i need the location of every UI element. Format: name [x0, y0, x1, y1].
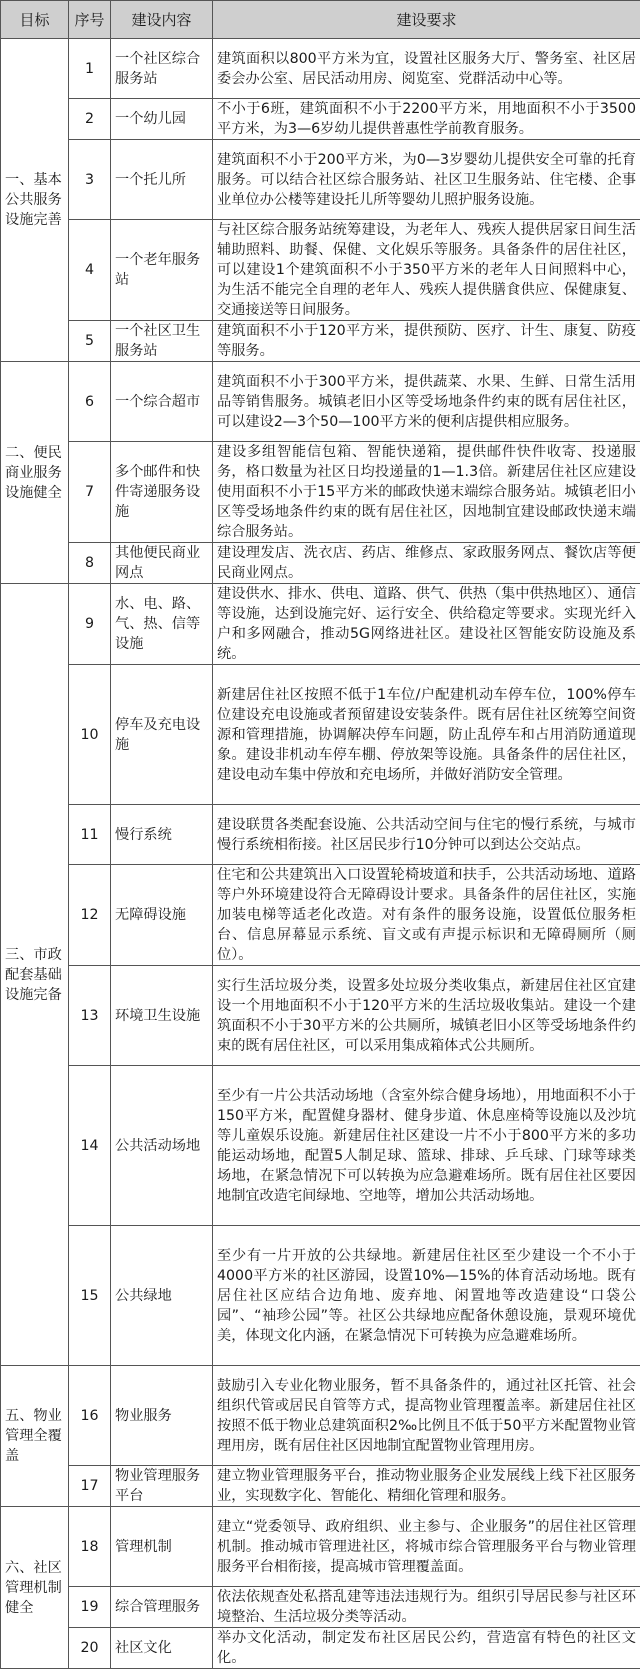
number-cell: 5 — [69, 321, 111, 362]
table-row — [1, 805, 640, 865]
number-cell: 2 — [69, 99, 111, 140]
number-cell: 8 — [69, 543, 111, 584]
requirement-cell: 建筑面积不小于120平方米，提供预防、医疗、计生、康复、防疫等服务。 — [213, 321, 640, 362]
requirement-cell: 建筑面积不小于200平方米，为0—3岁婴幼儿提供安全可靠的托育服务。可以结合社区综合服务站、社区卫生服务站、住宅楼、企事业单位办公楼等建设托儿所等婴幼儿照护服务设施。 — [213, 140, 640, 220]
content-cell: 慢行系统 — [111, 805, 213, 865]
table-row — [1, 966, 640, 1066]
requirement-cell: 与社区综合服务站统筹建设，为老年人、残疾人提供居家日间生活辅助照料、助餐、保健、文化娱乐等服务。具备条件的居住社区，可以建设1个建筑面积不小于350平方米的老年人日间照料中心，为生活不能完全自理的老年人、残疾人提供膳食供应、保健康复、交通接送等日间服务。 — [213, 220, 640, 321]
content-cell: 物业服务 — [111, 1366, 213, 1466]
number-cell: 17 — [69, 1466, 111, 1507]
number-cell: 3 — [69, 140, 111, 220]
content-cell: 社区文化 — [111, 1628, 213, 1669]
requirement-cell: 至少有一片开放的公共绿地。新建居住社区至少建设一个不小于4000平方米的社区游园，设置10%—15%的体育活动场地。既有居住社区应结合边角地、废弃地、闲置地等改造建设“口袋公园”、“袖珍公园”等。社区公共绿地应配备休憩设施，景观环境优美，体现文化内涵，在紧急情况下可转换为应急避难场所。 — [213, 1226, 640, 1366]
table-row — [1, 584, 640, 665]
number-cell: 14 — [69, 1066, 111, 1226]
requirement-cell: 实行生活垃圾分类，设置多处垃圾分类收集点，新建居住社区宜建设一个用地面积不小于120平方米的生活垃圾收集站。建设一个建筑面积不小于30平方米的公共厕所，城镇老旧小区等受场地条件约束的既有居住社区，可以采用集成箱体式公共厕所。 — [213, 966, 640, 1066]
number-cell: 11 — [69, 805, 111, 865]
requirement-cell: 依法依规查处私搭乱建等违法违规行为。组织引导居民参与社区环境整治、生活垃圾分类等活动。 — [213, 1587, 640, 1628]
content-cell: 环境卫生设施 — [111, 966, 213, 1066]
number-cell: 13 — [69, 966, 111, 1066]
header-number: 序号 — [69, 1, 111, 39]
requirement-cell: 新建居住社区按照不低于1车位/户配建机动车停车位，100%停车位建设充电设施或者预留建设安装条件。既有居住社区统筹空间资源和管理措施，协调解决停车问题，防止乱停车和占用消防通道现象。建设非机动车停车棚、停放架等设施。具备条件的居住社区，建设电动车集中停放和充电场所，并做好消防安全管理。 — [213, 665, 640, 805]
table-header-row — [1, 1, 640, 39]
content-cell: 水、电、路、气、热、信等设施 — [111, 584, 213, 665]
table-row — [1, 1466, 640, 1507]
content-cell: 一个老年服务站 — [111, 220, 213, 321]
table-body — [1, 39, 640, 1669]
number-cell: 12 — [69, 865, 111, 966]
content-cell: 一个幼儿园 — [111, 99, 213, 140]
requirement-cell: 至少有一片公共活动场地（含室外综合健身场地），用地面积不小于150平方米，配置健身器材、健身步道、休息座椅等设施以及沙坑等儿童娱乐设施。新建居住社区建设一片不小于800平方米的多功能运动场地，配置5人制足球、篮球、排球、乒乓球、门球等球类场地，在紧急情况下可以转换为应急避难场所。既有居住社区要因地制宜改造宅间绿地、空地等，增加公共活动场地。 — [213, 1066, 640, 1226]
header-content: 建设内容 — [111, 1, 213, 39]
requirement-cell: 住宅和公共建筑出入口设置轮椅坡道和扶手，公共活动场地、道路等户外环境建设符合无障碍设计要求。具备条件的居住社区，实施加装电梯等适老化改造。对有条件的服务设施，设置低位服务柜台、信息屏幕显示系统、盲文或有声提示标识和无障碍厕所（厕位）。 — [213, 865, 640, 966]
table-row — [1, 1507, 640, 1587]
goal-cell: 六、社区管理机制健全 — [1, 1507, 69, 1669]
content-cell: 综合管理服务 — [111, 1587, 213, 1628]
table-row — [1, 665, 640, 805]
number-cell: 9 — [69, 584, 111, 665]
requirement-cell: 鼓励引入专业化物业服务，暂不具备条件的，通过社区托管、社会组织代管或居民自管等方式，提高物业管理覆盖率。新建居住社区按照不低于物业总建筑面积2‰比例且不低于50平方米配置物业管理用房，既有居住社区因地制宜配置物业管理用房。 — [213, 1366, 640, 1466]
goal-cell: 五、物业管理全覆盖 — [1, 1366, 69, 1507]
requirement-cell: 建立“党委领导、政府组织、业主参与、企业服务”的居住社区管理机制。推动城市管理进社区，将城市综合管理服务平台与物业管理服务平台相衔接，提高城市管理覆盖面。 — [213, 1507, 640, 1587]
goal-cell: 三、市政配套基础设施完备 — [1, 584, 69, 1366]
table-row — [1, 99, 640, 140]
requirement-cell: 不小于6班，建筑面积不小于2200平方米，用地面积不小于3500平方米，为3—6岁幼儿提供普惠性学前教育服务。 — [213, 99, 640, 140]
content-cell: 公共绿地 — [111, 1226, 213, 1366]
number-cell: 19 — [69, 1587, 111, 1628]
table-row — [1, 442, 640, 543]
content-cell: 无障碍设施 — [111, 865, 213, 966]
number-cell: 4 — [69, 220, 111, 321]
number-cell: 20 — [69, 1628, 111, 1669]
number-cell: 15 — [69, 1226, 111, 1366]
content-cell: 公共活动场地 — [111, 1066, 213, 1226]
requirement-cell: 建立物业管理服务平台，推动物业服务企业发展线上线下社区服务业，实现数字化、智能化、精细化管理和服务。 — [213, 1466, 640, 1507]
requirement-cell: 建设供水、排水、供电、道路、供气、供热（集中供热地区）、通信等设施，达到设施完好、运行安全、供给稳定等要求。实现光纤入户和多网融合，推动5G网络进社区。建设社区智能安防设施及系统。 — [213, 584, 640, 665]
table-row — [1, 1587, 640, 1628]
table-row — [1, 220, 640, 321]
header-goal: 目标 — [1, 1, 69, 39]
requirement-cell: 建筑面积不小于300平方米，提供蔬菜、水果、生鲜、日常生活用品等销售服务。城镇老旧小区等受场地条件约束的既有居住社区，可以建设2—3个50—100平方米的便利店提供相应服务。 — [213, 362, 640, 442]
content-cell: 其他便民商业网点 — [111, 543, 213, 584]
content-cell: 多个邮件和快件寄递服务设施 — [111, 442, 213, 543]
content-cell: 一个综合超市 — [111, 362, 213, 442]
requirement-cell: 建设多组智能信包箱、智能快递箱，提供邮件快件收寄、投递服务，格口数量为社区日均投递量的1—1.3倍。新建居住社区应建设使用面积不小于15平方米的邮政快递末端综合服务站。城镇老旧小区等受场地条件约束的既有居住社区，因地制宜建设邮政快递末端综合服务站。 — [213, 442, 640, 543]
table-row — [1, 1366, 640, 1466]
content-cell: 一个社区卫生服务站 — [111, 321, 213, 362]
table-row — [1, 1628, 640, 1669]
content-cell: 一个托儿所 — [111, 140, 213, 220]
table-row — [1, 39, 640, 99]
table-row — [1, 1066, 640, 1226]
table-row — [1, 140, 640, 220]
requirement-cell: 建设联贯各类配套设施、公共活动空间与住宅的慢行系统，与城市慢行系统相衔接。社区居民步行10分钟可以到达公交站点。 — [213, 805, 640, 865]
table-row — [1, 1226, 640, 1366]
header-requirements: 建设要求 — [213, 1, 640, 39]
content-cell: 管理机制 — [111, 1507, 213, 1587]
requirement-cell: 建筑面积以800平方米为宜，设置社区服务大厅、警务室、社区居委会办公室、居民活动用房、阅览室、党群活动中心等。 — [213, 39, 640, 99]
number-cell: 10 — [69, 665, 111, 805]
table-row — [1, 543, 640, 584]
requirement-cell: 建设理发店、洗衣店、药店、维修点、家政服务网点、餐饮店等便民商业网点。 — [213, 543, 640, 584]
number-cell: 16 — [69, 1366, 111, 1466]
number-cell: 1 — [69, 39, 111, 99]
table-row — [1, 865, 640, 966]
number-cell: 7 — [69, 442, 111, 543]
content-cell: 一个社区综合服务站 — [111, 39, 213, 99]
goal-cell: 二、便民商业服务设施健全 — [1, 362, 69, 584]
number-cell: 18 — [69, 1507, 111, 1587]
requirement-cell: 举办文化活动，制定发布社区居民公约，营造富有特色的社区文化。 — [213, 1628, 640, 1669]
content-cell: 物业管理服务平台 — [111, 1466, 213, 1507]
content-cell: 停车及充电设施 — [111, 665, 213, 805]
number-cell: 6 — [69, 362, 111, 442]
goal-cell: 一、基本公共服务设施完善 — [1, 39, 69, 362]
table-row — [1, 362, 640, 442]
table-row — [1, 321, 640, 362]
